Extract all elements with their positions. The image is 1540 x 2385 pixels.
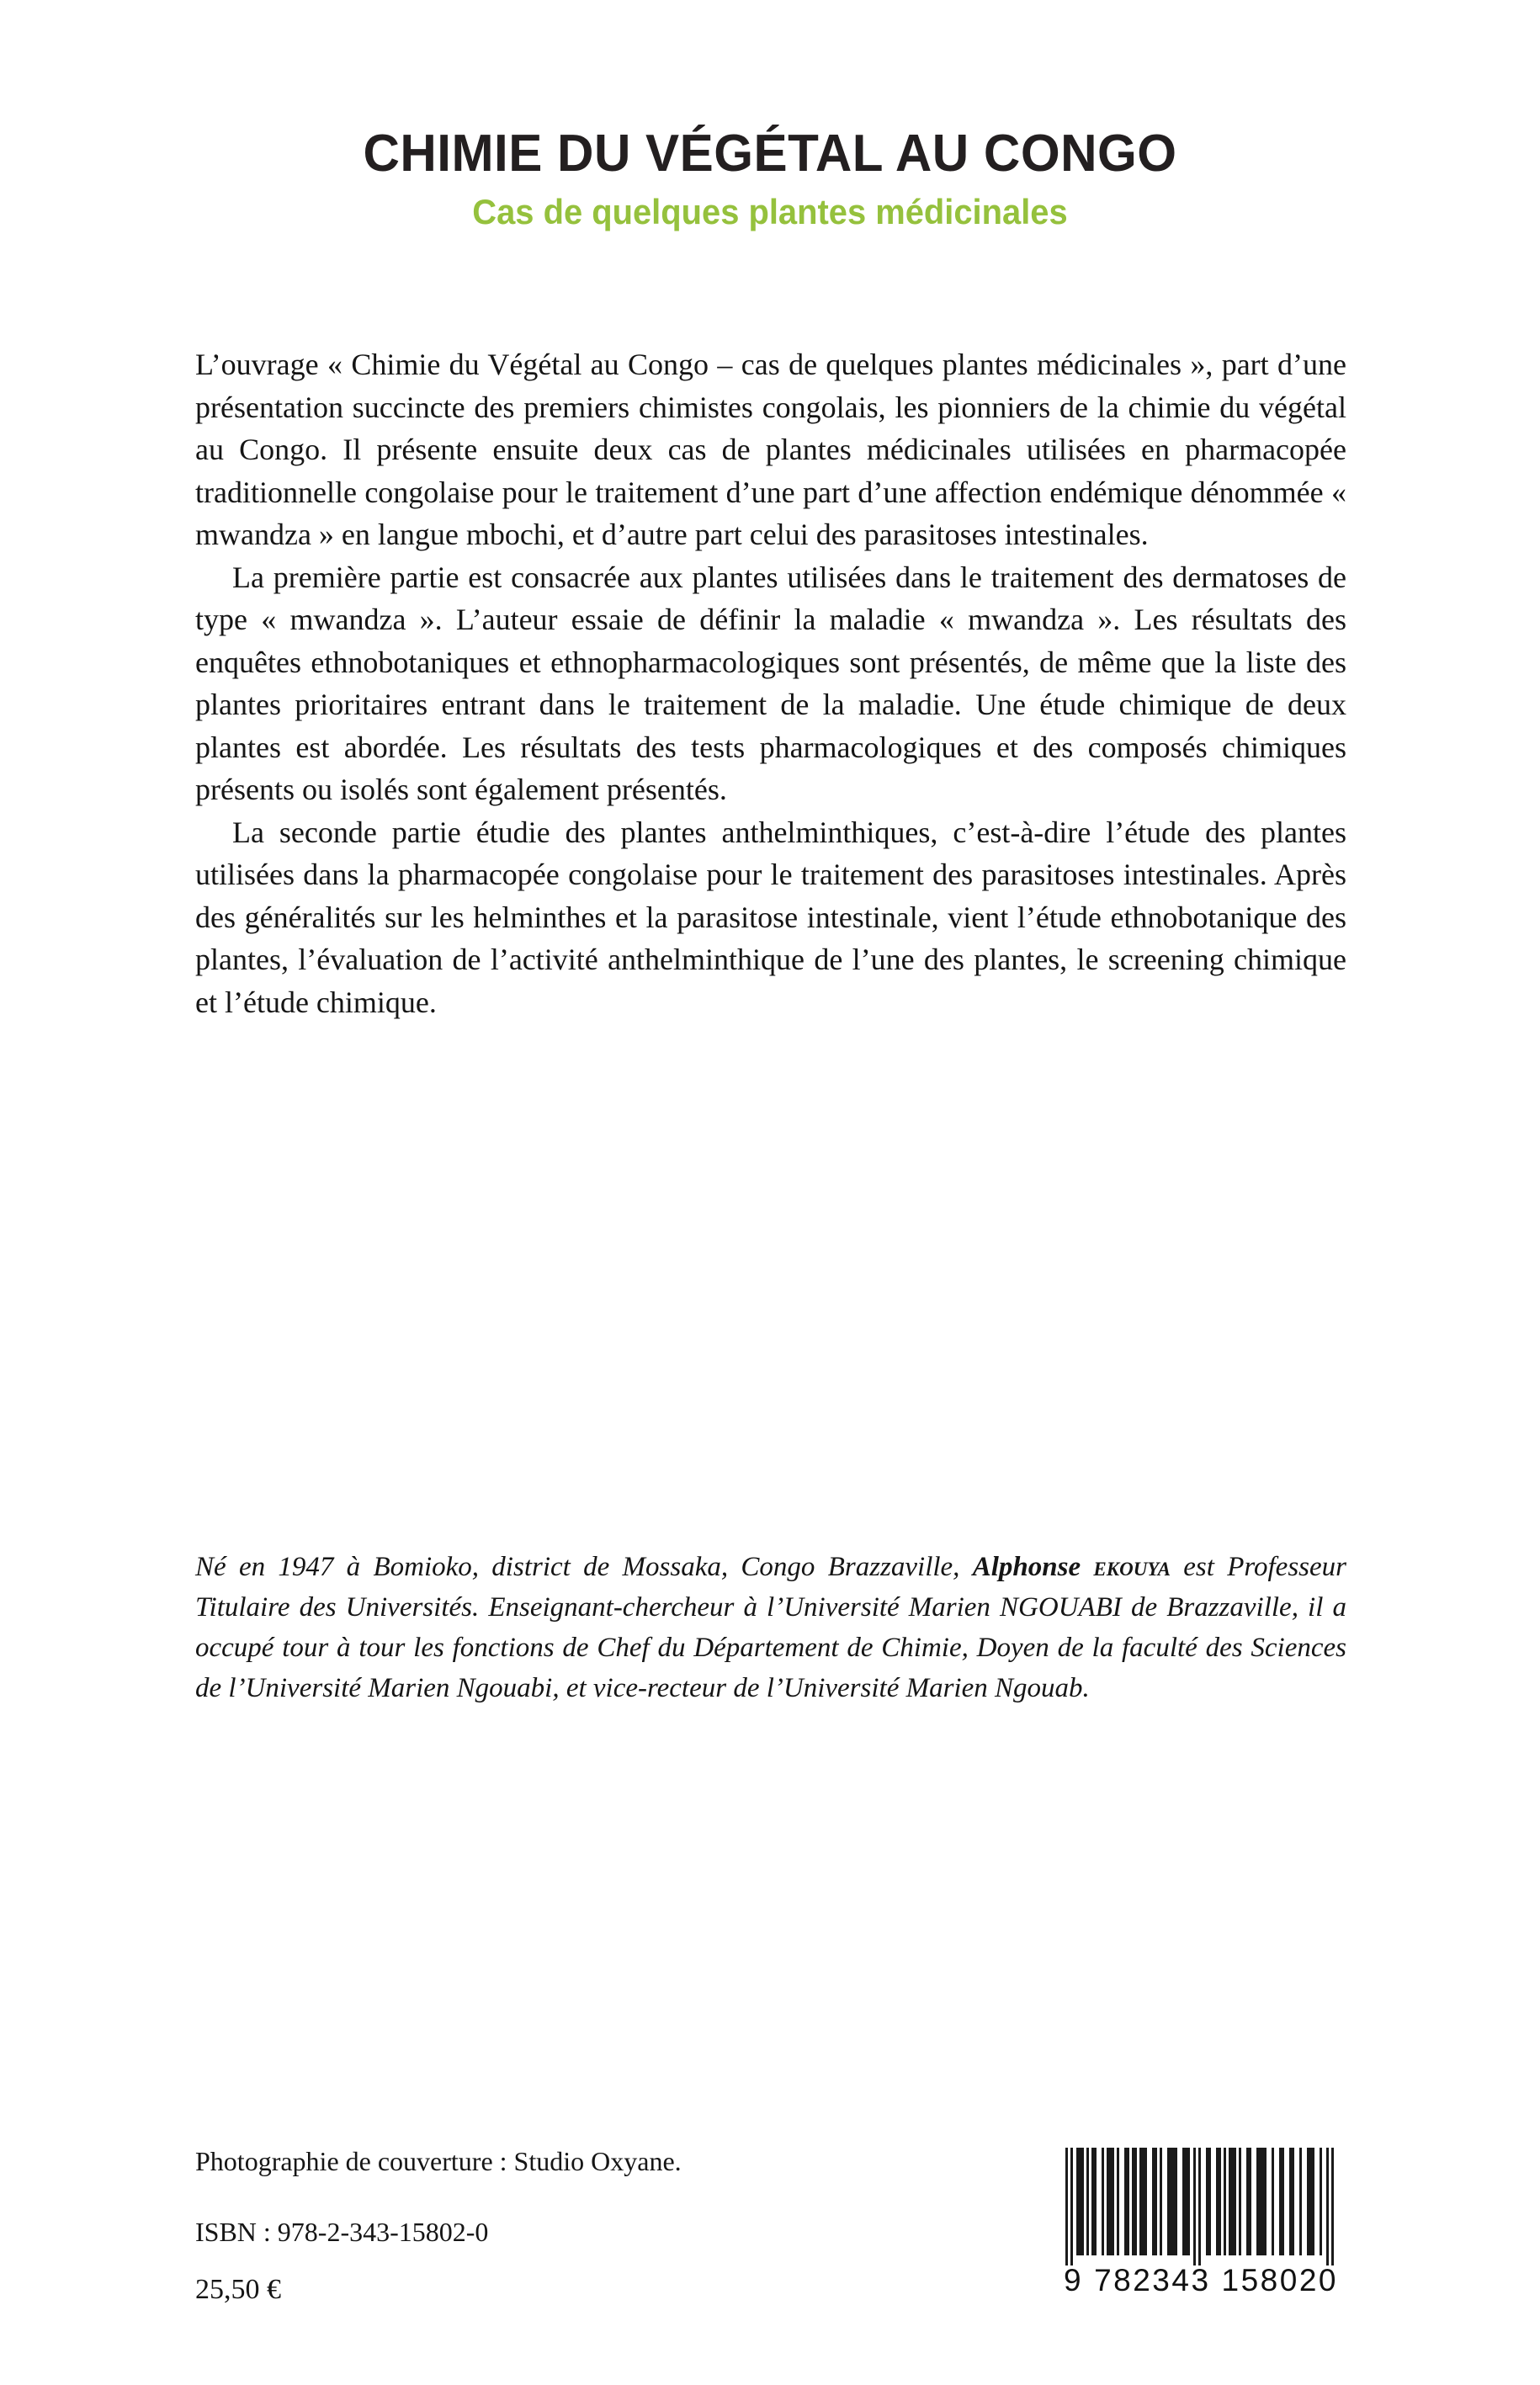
barcode-digit-group-1: 9: [1064, 2263, 1084, 2297]
title-block: [0, 126, 1540, 231]
barcode-digits: [1062, 2263, 1340, 2298]
blurb-paragraph-2: La première partie est consacrée aux plantes utilisées dans le traitement des dermatoses de type « mwandza ». L’auteur essaie de définir la maladie « mwandza ». Les résultats des enquêtes ethnobotaniques et ethnopharmacologiques sont présentés, de même que la liste des plantes prioritaires entrant dans le traitement de la maladie. Une étude chimique de deux plantes est abordée. Les résultats des tests pharmacologiques et des composés chimiques présents ou isolés sont également présentés.: [195, 560, 1346, 806]
blurb-paragraph-1: L’ouvrage « Chimie du Végétal au Congo – cas de quelques plantes médicinales », part d’une présentation succincte des premiers chimistes congolais, les pionniers de la chimie du végétal au Congo. Il présente ensuite deux cas de plantes médicinales utilisées en pharmacopée traditionnelle congolaise pour le traitement d’une part d’une affection endémique dénommée « mwandza » en langue mbochi, et d’autre part celui des parasitoses intestinales.: [195, 348, 1346, 551]
bio-rest-text: est Professeur Titulaire des Universités. Enseignant-chercheur à l’Université Marien NGOUABI de Brazzaville, il a occupé tour à tour les fonctions de Chef du Département de Chimie, Doyen de la faculté des Sciences de l’Université Marien Ngouabi, et vice-recteur de l’Université Marien Ngouab.: [195, 1552, 1347, 1703]
cover-photo-credit: Photographie de couverture : Studio Oxyane.: [195, 2146, 682, 2176]
author-first-name: Alphonse: [972, 1552, 1094, 1582]
author-last-name: ekouya: [1093, 1552, 1171, 1582]
bio-lead-text: Né en 1947 à Bomioko, district de Mossaka, Congo Brazzaville,: [195, 1552, 973, 1582]
price-text: 25,50 €: [195, 2274, 281, 2305]
barcode: [1062, 2148, 1340, 2298]
footer-block: [195, 2148, 1037, 2304]
page-title: CHIMIE DU VÉGÉTAL AU CONGO: [363, 125, 1177, 183]
isbn-text: ISBN : 978-2-343-15802-0: [195, 2217, 489, 2247]
barcode-digit-group-2: 782343: [1094, 2263, 1211, 2297]
page-subtitle: Cas de quelques plantes médicinales: [472, 192, 1068, 232]
author-bio-paragraph: [195, 1547, 1346, 1708]
barcode-bars-icon: [1062, 2148, 1340, 2265]
barcode-digit-group-3: 158020: [1221, 2263, 1338, 2297]
author-biography: [195, 1547, 1346, 1708]
blurb-paragraph-3: La seconde partie étudie des plantes anthelminthiques, c’est-à-dire l’étude des plantes utilisées dans la pharmacopée congolaise pour le traitement des parasitoses intestinales. Après des généralités sur les helminthes et la parasitose intestinale, vient l’étude ethnobotanique des plantes, l’évaluation de l’activité anthelminthique de l’une des plantes, le screening chimique et l’étude chimique.: [195, 815, 1346, 1019]
blurb-text: [195, 343, 1346, 1023]
